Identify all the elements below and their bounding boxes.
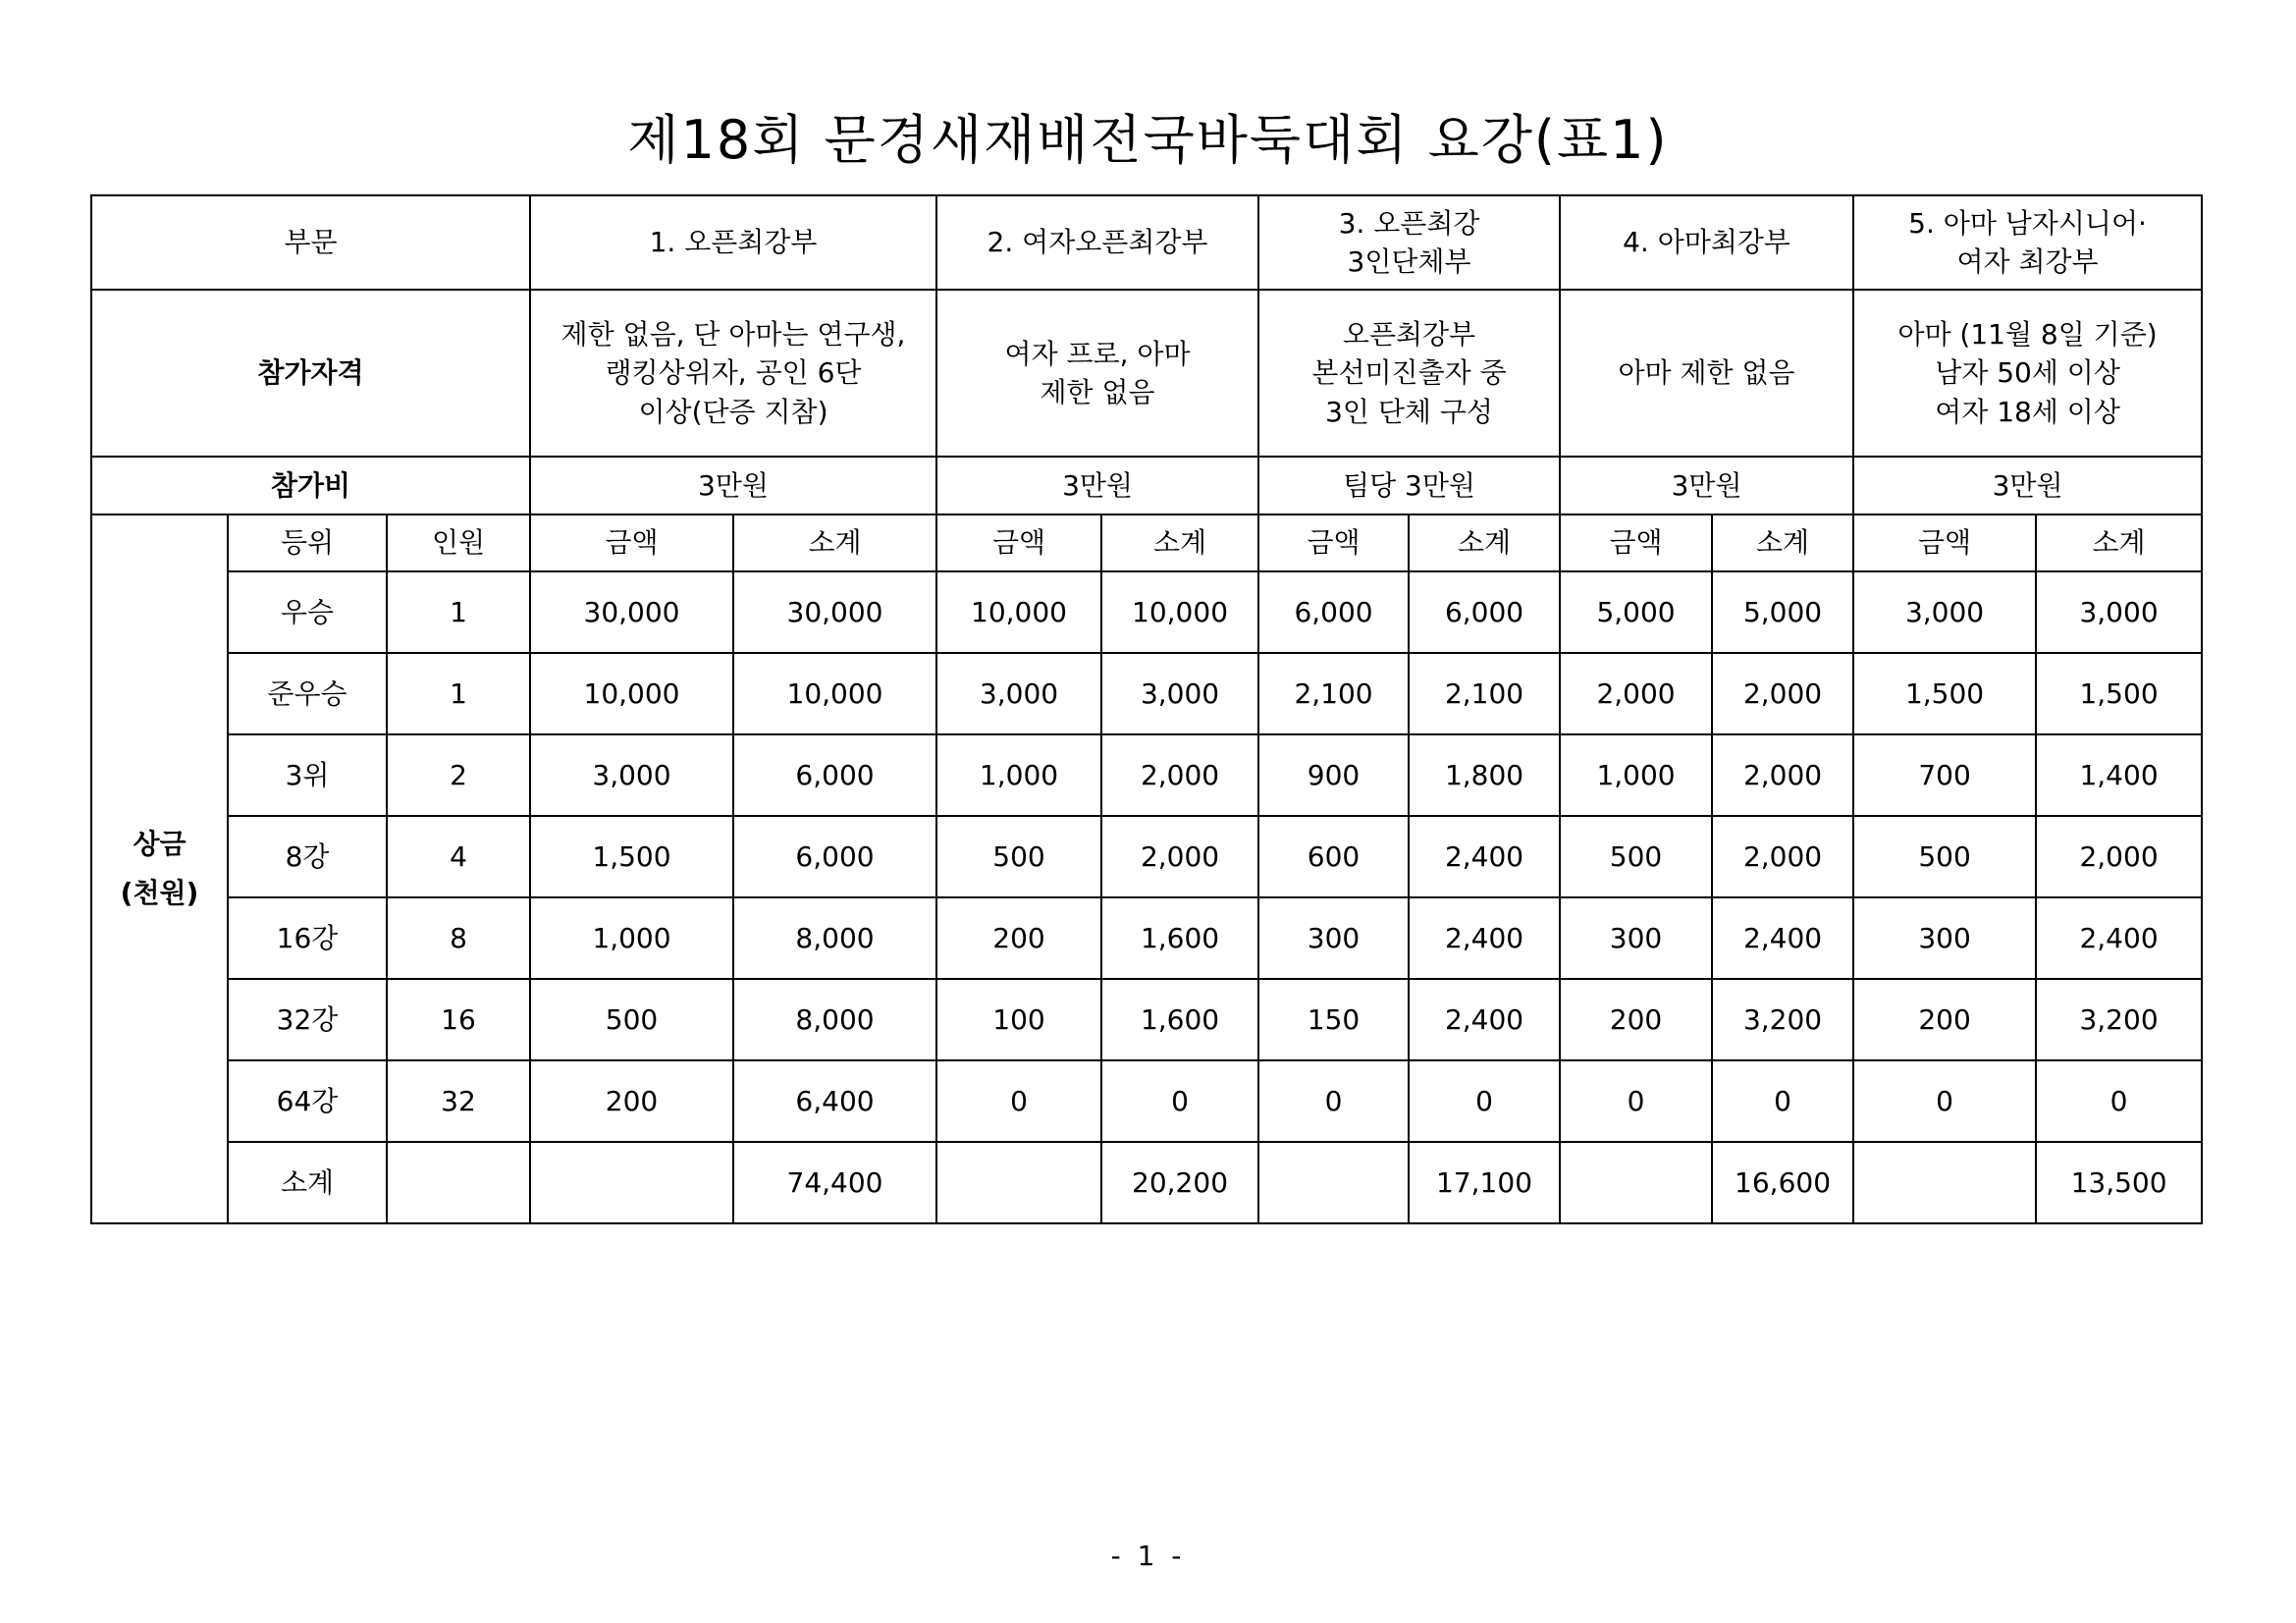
prize-amount: 150 (1258, 979, 1409, 1060)
prize-count: 2 (387, 734, 530, 816)
prize-amount: 300 (1853, 897, 2036, 979)
count-column-header: 인원 (387, 514, 530, 571)
prize-rank: 우승 (228, 571, 387, 653)
amount-column-header: 금액 (530, 514, 733, 571)
prize-amount: 1,000 (530, 897, 733, 979)
prize-subtotal: 1,600 (1101, 897, 1258, 979)
prize-subtotal: 2,000 (1101, 816, 1258, 897)
prize-label: 상금 (천원) (91, 514, 228, 1223)
prize-subtotal: 8,000 (733, 979, 936, 1060)
eligibility-division-5: 아마 (11월 8일 기준) 남자 50세 이상 여자 18세 이상 (1853, 290, 2202, 457)
prize-amount (530, 1142, 733, 1223)
prize-subtotal: 2,400 (1712, 897, 1853, 979)
prize-row (91, 571, 2202, 653)
prize-amount: 30,000 (530, 571, 733, 653)
prize-subtotal: 74,400 (733, 1142, 936, 1223)
fee-division-3: 팀당 3만원 (1258, 457, 1560, 514)
prize-subtotal: 2,000 (1712, 653, 1853, 734)
prize-subtotal: 0 (1101, 1060, 1258, 1142)
prize-rank: 64강 (228, 1060, 387, 1142)
amount-column-header: 금액 (1258, 514, 1409, 571)
prize-subtotal: 13,500 (2036, 1142, 2202, 1223)
prize-amount: 10,000 (936, 571, 1101, 653)
eligibility-division-4: 아마 제한 없음 (1560, 290, 1853, 457)
prize-count: 1 (387, 653, 530, 734)
prize-header-row (91, 514, 2202, 571)
prize-amount: 6,000 (1258, 571, 1409, 653)
prize-subtotal: 2,100 (1409, 653, 1560, 734)
prize-subtotal: 2,400 (1409, 897, 1560, 979)
prize-subtotal: 30,000 (733, 571, 936, 653)
prize-count: 1 (387, 571, 530, 653)
prize-subtotal: 3,200 (2036, 979, 2202, 1060)
prize-amount: 500 (530, 979, 733, 1060)
prize-subtotal: 3,000 (1101, 653, 1258, 734)
prize-count: 16 (387, 979, 530, 1060)
fee-division-5: 3만원 (1853, 457, 2202, 514)
amount-column-header: 금액 (936, 514, 1101, 571)
subtotal-column-header: 소계 (1101, 514, 1258, 571)
prize-amount: 300 (1258, 897, 1409, 979)
prize-subtotal: 1,800 (1409, 734, 1560, 816)
division-3-header: 3. 오픈최강 3인단체부 (1258, 195, 1560, 290)
fee-division-4: 3만원 (1560, 457, 1853, 514)
eligibility-row (91, 290, 2202, 457)
prize-row (91, 653, 2202, 734)
prize-amount: 1,500 (530, 816, 733, 897)
fee-label: 참가비 (91, 457, 530, 514)
amount-column-header: 금액 (1560, 514, 1712, 571)
prize-subtotal: 3,000 (2036, 571, 2202, 653)
prize-rank: 소계 (228, 1142, 387, 1223)
fee-division-2: 3만원 (936, 457, 1258, 514)
tournament-table (90, 194, 2203, 1224)
prize-row (91, 816, 2202, 897)
prize-amount: 1,500 (1853, 653, 2036, 734)
prize-amount: 0 (1560, 1060, 1712, 1142)
prize-amount: 0 (936, 1060, 1101, 1142)
prize-subtotal: 0 (1409, 1060, 1560, 1142)
subtotal-column-header: 소계 (1712, 514, 1853, 571)
division-2-header: 2. 여자오픈최강부 (936, 195, 1258, 290)
prize-rank: 16강 (228, 897, 387, 979)
prize-subtotal: 10,000 (733, 653, 936, 734)
prize-subtotal: 10,000 (1101, 571, 1258, 653)
prize-amount (1560, 1142, 1712, 1223)
prize-rank: 8강 (228, 816, 387, 897)
prize-subtotal: 0 (2036, 1060, 2202, 1142)
subtotal-column-header: 소계 (1409, 514, 1560, 571)
prize-subtotal: 2,000 (2036, 816, 2202, 897)
rank-column-header: 등위 (228, 514, 387, 571)
prize-amount: 100 (936, 979, 1101, 1060)
prize-subtotal: 6,000 (733, 816, 936, 897)
prize-subtotal: 5,000 (1712, 571, 1853, 653)
prize-amount: 200 (530, 1060, 733, 1142)
fee-division-1: 3만원 (530, 457, 936, 514)
page-number: - 1 - (1110, 1540, 1186, 1572)
prize-subtotal: 2,000 (1712, 734, 1853, 816)
prize-amount (1853, 1142, 2036, 1223)
division-4-header: 4. 아마최강부 (1560, 195, 1853, 290)
prize-amount (1258, 1142, 1409, 1223)
division-5-header: 5. 아마 남자시니어· 여자 최강부 (1853, 195, 2202, 290)
prize-subtotal: 6,000 (733, 734, 936, 816)
prize-subtotal: 3,200 (1712, 979, 1853, 1060)
amount-column-header: 금액 (1853, 514, 2036, 571)
prize-amount: 900 (1258, 734, 1409, 816)
prize-amount: 200 (1560, 979, 1712, 1060)
prize-amount: 500 (936, 816, 1101, 897)
page-title: 제18회 문경새재배전국바둑대회 요강(표1) (627, 109, 1669, 171)
eligibility-label: 참가자격 (91, 290, 530, 457)
prize-row (91, 897, 2202, 979)
prize-count: 32 (387, 1060, 530, 1142)
prize-subtotal: 1,600 (1101, 979, 1258, 1060)
fee-row (91, 457, 2202, 514)
prize-amount: 3,000 (936, 653, 1101, 734)
subtotal-column-header: 소계 (733, 514, 936, 571)
prize-rank: 32강 (228, 979, 387, 1060)
prize-amount: 700 (1853, 734, 2036, 816)
prize-row (91, 734, 2202, 816)
prize-amount: 10,000 (530, 653, 733, 734)
eligibility-division-2: 여자 프로, 아마 제한 없음 (936, 290, 1258, 457)
prize-row (91, 979, 2202, 1060)
subtotal-column-header: 소계 (2036, 514, 2202, 571)
prize-amount: 1,000 (1560, 734, 1712, 816)
prize-amount: 500 (1853, 816, 2036, 897)
prize-subtotal: 2,000 (1712, 816, 1853, 897)
prize-amount: 3,000 (1853, 571, 2036, 653)
prize-count (387, 1142, 530, 1223)
prize-count: 8 (387, 897, 530, 979)
prize-subtotal: 0 (1712, 1060, 1853, 1142)
eligibility-division-1: 제한 없음, 단 아마는 연구생, 랭킹상위자, 공인 6단 이상(단증 지참) (530, 290, 936, 457)
prize-amount: 2,100 (1258, 653, 1409, 734)
prize-subtotal: 1,400 (2036, 734, 2202, 816)
prize-amount: 500 (1560, 816, 1712, 897)
prize-subtotal: 16,600 (1712, 1142, 1853, 1223)
prize-subtotal: 6,000 (1409, 571, 1560, 653)
prize-rank: 3위 (228, 734, 387, 816)
division-label: 부문 (91, 195, 530, 290)
eligibility-division-3: 오픈최강부 본선미진출자 중 3인 단체 구성 (1258, 290, 1560, 457)
division-1-header: 1. 오픈최강부 (530, 195, 936, 290)
prize-subtotal: 2,400 (1409, 816, 1560, 897)
prize-amount: 5,000 (1560, 571, 1712, 653)
prize-subtotal: 2,400 (1409, 979, 1560, 1060)
prize-amount: 200 (1853, 979, 2036, 1060)
prize-amount: 300 (1560, 897, 1712, 979)
prize-subtotal: 6,400 (733, 1060, 936, 1142)
prize-amount: 200 (936, 897, 1101, 979)
prize-rank: 준우승 (228, 653, 387, 734)
prize-subtotal: 20,200 (1101, 1142, 1258, 1223)
prize-amount: 0 (1853, 1060, 2036, 1142)
prize-subtotal: 1,500 (2036, 653, 2202, 734)
prize-amount: 1,000 (936, 734, 1101, 816)
prize-amount: 3,000 (530, 734, 733, 816)
division-header-row (91, 195, 2202, 290)
prize-count: 4 (387, 816, 530, 897)
prize-subtotal: 2,000 (1101, 734, 1258, 816)
prize-amount (936, 1142, 1101, 1223)
prize-subtotal: 8,000 (733, 897, 936, 979)
prize-amount: 2,000 (1560, 653, 1712, 734)
prize-amount: 0 (1258, 1060, 1409, 1142)
prize-subtotal: 17,100 (1409, 1142, 1560, 1223)
prize-row (91, 1060, 2202, 1142)
prize-row (91, 1142, 2202, 1223)
prize-subtotal: 2,400 (2036, 897, 2202, 979)
prize-amount: 600 (1258, 816, 1409, 897)
